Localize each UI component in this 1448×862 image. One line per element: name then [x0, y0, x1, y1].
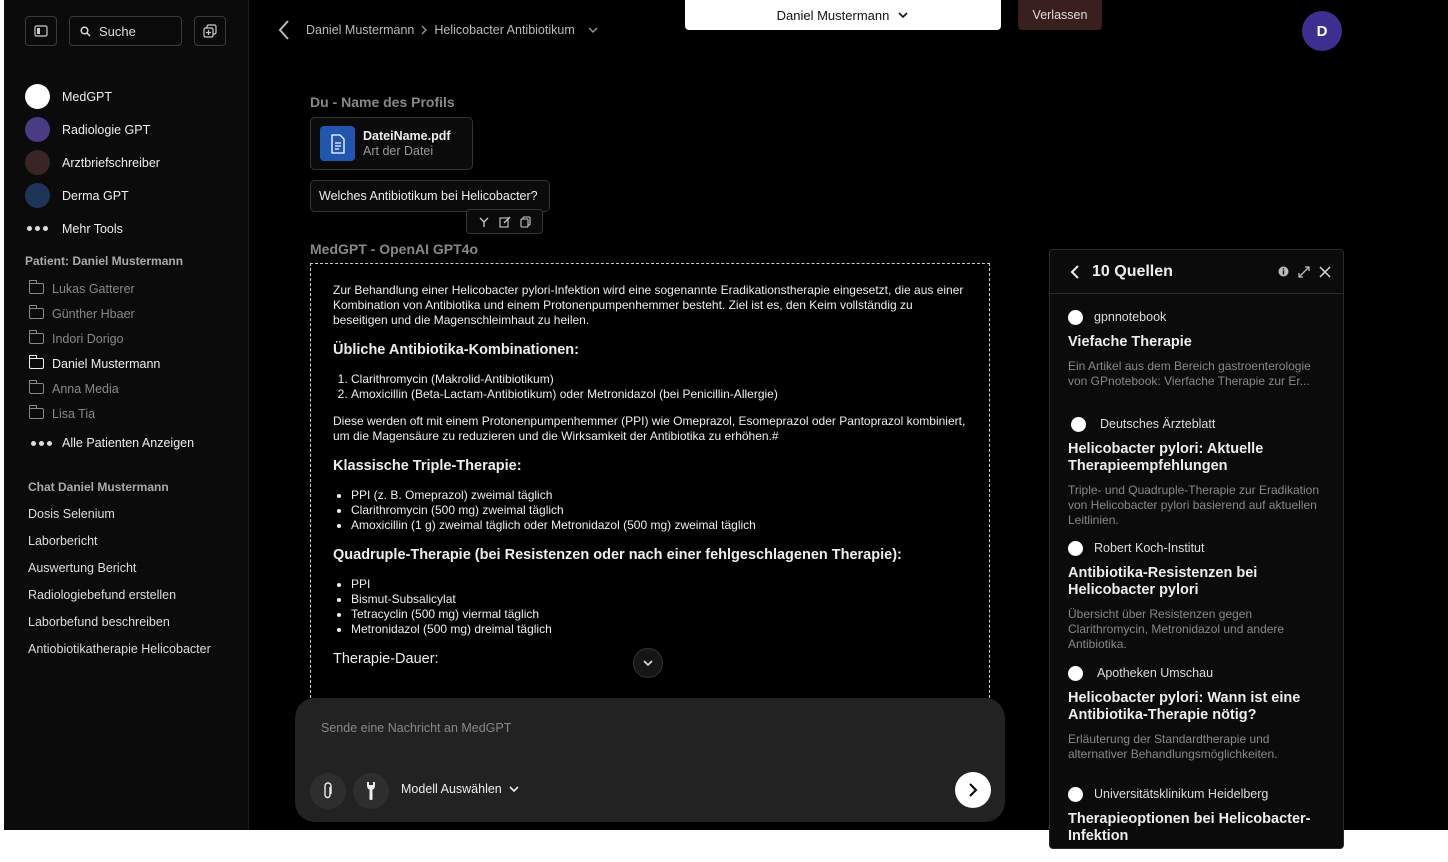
list-item: 2. Amoxicillin (Beta-Lactam-Antibiotikum) oder Metronidazol (bei Penicillin-Allergie): [351, 387, 967, 402]
source-logo: [1068, 787, 1083, 802]
avatar[interactable]: D: [1302, 11, 1342, 51]
new-chat-icon: [203, 24, 217, 38]
list-item: • Bismut-Subsalicylat: [351, 592, 967, 607]
patient-list: [29, 276, 160, 426]
assistant-answer: [310, 263, 990, 703]
user-message: Welches Antibiotikum bei Helicobacter?: [310, 180, 550, 212]
gpt-item-radiologie[interactable]: [25, 113, 160, 146]
answer-heading: Übliche Antibiotika-Kombinationen:: [333, 342, 579, 358]
source-description: Triple- und Quadruple-Therapie zur Eradikation von Helicobacter pylori basierend auf aktuellen Leitlinien.: [1068, 483, 1320, 527]
source-item[interactable]: [1068, 664, 1330, 762]
arrow-right-icon: [968, 783, 978, 797]
patient-label: Daniel Mustermann: [52, 356, 161, 371]
copy-icon[interactable]: [520, 216, 532, 228]
source-publisher: [1068, 785, 1330, 803]
source-publisher-label: Apotheken Umschau: [1097, 666, 1214, 680]
source-description: Übersicht über Resistenzen gegen Clarithromycin, Metronidazol und andere Antibiotika.: [1068, 607, 1285, 651]
toggle-sidebar-button[interactable]: [25, 16, 57, 46]
source-description: Erläuterung der Standardtherapie und alternativer Behandlungsmöglichkeiten.: [1068, 732, 1278, 761]
gpt-item-derma[interactable]: [25, 179, 160, 212]
patient-item-active[interactable]: [29, 351, 160, 376]
back-chevron-icon[interactable]: [1070, 264, 1080, 280]
source-logo: [1068, 541, 1083, 556]
folder-icon: [29, 408, 44, 419]
patient-item[interactable]: [29, 326, 160, 351]
patient-label: Indori Dorigo: [52, 331, 124, 346]
patient-item[interactable]: [29, 401, 160, 426]
answer-paragraph: Diese werden oft mit einem Protonenpumpenhemmer (PPI) wie Omeprazol, Esomeprazol oder Pantoprazol kombiniert, um die Magensäure zu reduzieren und die Wirksamkeit der Antibiotika zu erhöhen.#: [333, 414, 966, 443]
scroll-down-button[interactable]: [633, 648, 663, 678]
chat-item[interactable]: Antiobiotikatherapie Helicobacter: [28, 641, 211, 656]
more-tools-label: Mehr Tools: [62, 221, 123, 236]
gpt-label: Derma GPT: [62, 188, 129, 203]
search-label: Suche: [99, 23, 136, 39]
expand-icon[interactable]: [1298, 266, 1310, 278]
source-logo: [1068, 666, 1083, 681]
chat-item[interactable]: Laborbericht: [28, 533, 98, 548]
list-item: • PPI (z. B. Omeprazol) zweimal täglich: [351, 488, 967, 503]
folder-icon: [29, 308, 44, 319]
source-item[interactable]: [1068, 308, 1330, 389]
gpt-avatar: [25, 117, 50, 142]
source-publisher: [1068, 539, 1330, 557]
folder-icon: [29, 283, 44, 294]
message-input[interactable]: [321, 718, 921, 738]
gpt-avatar: [25, 183, 50, 208]
attach-button[interactable]: [310, 773, 346, 809]
list-item: • Tetracyclin (500 mg) viermal täglich: [351, 607, 967, 622]
sidebar: [4, 0, 249, 830]
edit-icon[interactable]: [499, 216, 511, 228]
chevron-down-icon: [508, 785, 520, 793]
list-item: • Metronidazol (500 mg) dreimal täglich: [351, 622, 967, 637]
message-composer: [295, 698, 1005, 822]
profile-name: Du - Name des Profils: [310, 94, 455, 110]
folder-icon: [29, 358, 44, 369]
list-item: • Clarithromycin (500 mg) zweimal täglich: [351, 503, 967, 518]
folder-icon: [29, 383, 44, 394]
model-select-label: Modell Auswählen: [401, 782, 502, 796]
leave-button[interactable]: Verlassen: [1018, 0, 1102, 30]
wrench-icon: [365, 781, 377, 801]
patient-label: Lukas Gatterer: [52, 281, 135, 296]
tools-button[interactable]: [353, 773, 389, 809]
chat-item[interactable]: Radiologiebefund erstellen: [28, 587, 177, 602]
gpt-item-arztbriefschreiber[interactable]: [25, 146, 160, 179]
more-dots-icon: [29, 441, 54, 446]
patient-label: Günther Hbaer: [52, 306, 135, 321]
answer-heading: Klassische Triple-Therapie:: [333, 458, 522, 474]
chat-item[interactable]: Auswertung Bericht: [28, 560, 137, 575]
source-publisher-label: gpnnotebook: [1094, 310, 1167, 324]
source-publisher: [1068, 664, 1330, 682]
file-type: Art der Datei: [363, 144, 434, 158]
all-patients-button[interactable]: [29, 436, 194, 450]
source-logo: [1071, 417, 1086, 432]
source-title: Therapieoptionen bei Helicobacter-Infektion: [1068, 811, 1311, 844]
sidebar-icon: [34, 25, 48, 37]
gpt-avatar: [25, 150, 50, 175]
source-publisher: [1068, 308, 1330, 326]
paperclip-icon: [322, 782, 334, 800]
answer-list: [333, 577, 967, 637]
breadcrumb: [306, 23, 599, 37]
chats-section-title: Chat Daniel Mustermann: [28, 480, 169, 494]
patient-label: Lisa Tia: [52, 406, 96, 421]
source-item[interactable]: [1068, 415, 1330, 528]
answer-list: [333, 372, 967, 402]
source-title: Viefache Therapie: [1068, 334, 1192, 350]
chevron-down-icon: [642, 659, 654, 667]
sidebar-toolbar: [25, 16, 226, 46]
sources-title: 10 Quellen: [1092, 262, 1173, 280]
model-select-button[interactable]: [401, 782, 520, 796]
message-toolbar: [466, 209, 543, 234]
file-name: DateiName.pdf: [363, 129, 451, 143]
chevron-right-icon: [420, 25, 428, 35]
info-icon[interactable]: [1278, 266, 1289, 277]
new-chat-button[interactable]: [194, 16, 226, 46]
more-tools-button[interactable]: [25, 212, 160, 245]
send-button[interactable]: [955, 772, 991, 808]
search-icon: [80, 26, 91, 37]
sources-panel: [1049, 249, 1344, 849]
answer-heading: Quadruple-Therapie (bei Resistenzen oder nach einer fehlgeschlagenen Therapie):: [333, 547, 902, 563]
list-item: • PPI: [351, 577, 967, 592]
answer-intro: Zur Behandlung einer Helicobacter pylori-Infektion wird eine sogenannte Eradikationstherapie eingesetzt, die aus einer Kombination von Antibiotika und einem Protonenpumpenhemmer besteht. Ziel ist es, den Keim vollständig zu beseitigen und die Magenschleimhaut zu heilen.: [333, 283, 964, 327]
close-icon[interactable]: [1319, 266, 1331, 278]
chat-item[interactable]: Laborbefund beschreiben: [28, 614, 170, 629]
search-button[interactable]: [69, 16, 182, 46]
source-logo: [1068, 310, 1083, 325]
patient-label: Anna Media: [52, 381, 119, 396]
list-item: • Amoxicillin (1 g) zweimal täglich oder Metronidazol (500 mg) zweimal täglich: [351, 518, 967, 533]
source-item[interactable]: [1068, 539, 1330, 652]
gpt-label: MedGPT: [62, 89, 113, 104]
file-attachment[interactable]: [310, 117, 473, 170]
gpt-list: [25, 80, 160, 245]
source-title: Antibiotika-Resistenzen bei Helicobacter pylori: [1068, 565, 1258, 598]
source-publisher-label: Universitätsklinikum Heidelberg: [1094, 787, 1269, 801]
gpt-label: Arztbriefschreiber: [62, 155, 160, 170]
app-window: [4, 0, 1448, 844]
breadcrumb-patient[interactable]: Daniel Mustermann: [306, 23, 415, 37]
chevron-down-icon: [897, 11, 909, 19]
source-publisher-label: Deutsches Ärzteblatt: [1100, 417, 1216, 431]
patient-item[interactable]: [29, 301, 160, 326]
chat-item[interactable]: Dosis Selenium: [28, 506, 115, 521]
source-title: Helicobacter pylori: Wann ist eine Antibiotika-Therapie nötig?: [1068, 690, 1301, 723]
sources-header: [1050, 250, 1343, 294]
user-select-dropdown[interactable]: [685, 0, 1001, 30]
branch-icon[interactable]: [478, 216, 490, 228]
answer-heading: Therapie-Dauer:: [333, 651, 439, 667]
patients-section-title: Patient: Daniel Mustermann: [25, 254, 184, 268]
source-description: Ein Artikel aus dem Bereich gastroenterologie von GPnotebook: Vierfache Therapie zur Er...: [1068, 359, 1311, 388]
source-publisher: [1068, 415, 1330, 433]
patient-item[interactable]: [29, 276, 160, 301]
source-title: Helicobacter pylori: Aktuelle Therapieempfehlungen: [1068, 441, 1264, 474]
breadcrumb-chat[interactable]: Helicobacter Antibiotikum: [434, 23, 575, 37]
all-patients-label: Alle Patienten Anzeigen: [62, 436, 195, 450]
more-dots-icon: [25, 226, 50, 231]
file-info: [363, 129, 451, 158]
folder-icon: [29, 333, 44, 344]
answer-list: [333, 488, 967, 533]
file-icon: [320, 126, 355, 161]
source-item[interactable]: [1068, 785, 1330, 845]
gpt-label: Radiologie GPT: [62, 122, 151, 137]
gpt-item-medgpt[interactable]: [25, 80, 160, 113]
chevron-down-icon[interactable]: [587, 26, 599, 34]
chat-list: [28, 500, 211, 662]
sources-header-actions: [1278, 266, 1331, 278]
back-chevron-icon[interactable]: [277, 19, 291, 41]
patient-item[interactable]: [29, 376, 160, 401]
source-publisher-label: Robert Koch-Institut: [1094, 541, 1205, 555]
assistant-model-label: MedGPT - OpenAI GPT4o: [310, 241, 479, 257]
user-select-label: Daniel Mustermann: [776, 7, 890, 23]
gpt-avatar: [25, 84, 50, 109]
list-item: 1. Clarithromycin (Makrolid-Antibiotikum): [351, 372, 967, 387]
